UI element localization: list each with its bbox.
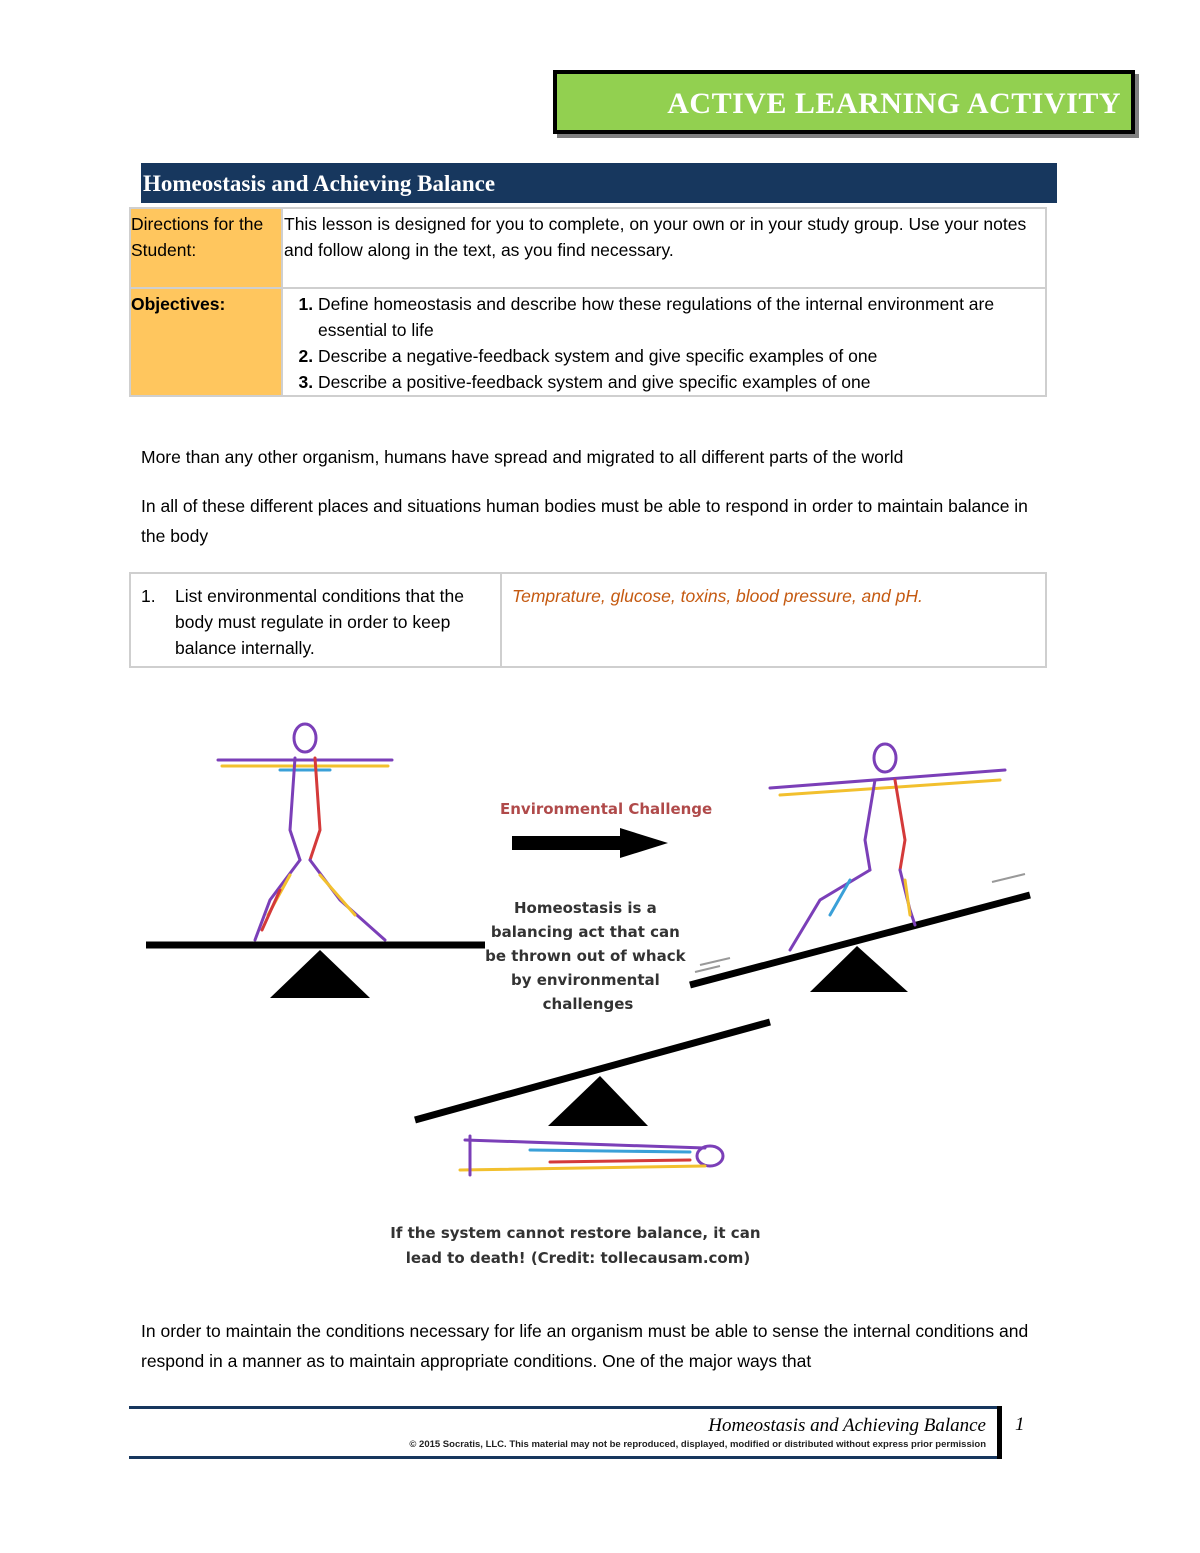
- stumbling-person-figure: [770, 744, 1005, 950]
- lesson-title: Homeostasis and Achieving Balance: [143, 171, 496, 196]
- center-caption: [485, 899, 691, 1013]
- bottom-caption-line: lead to death! (Credit: tollecausam.com): [405, 1249, 751, 1267]
- question-cell: [130, 573, 501, 667]
- objective-item: 3. Describe a positive-feedback system and give specific examples of one: [318, 369, 1045, 395]
- directions-row: [130, 208, 1046, 288]
- page-number: 1: [1015, 1414, 1025, 1435]
- objective-item: 2. Describe a negative-feedback system and give specific examples of one: [318, 343, 1045, 369]
- activity-badge: [553, 70, 1135, 134]
- intro-paragraph-1: More than any other organism, humans have spread and migrated to all different parts of the world: [141, 447, 904, 467]
- answer-cell[interactable]: Temprature, glucose, toxins, blood pressure, and pH.: [501, 573, 1046, 667]
- footer-copyright: © 2015 Socratis, LLC. This material may not be reproduced, displayed, modified or distributed without express prior permission: [409, 1439, 986, 1450]
- center-caption-line: Homeostasis is a: [513, 899, 657, 917]
- activity-badge-label: ACTIVE LEARNING ACTIVITY: [667, 87, 1121, 120]
- tilted-seesaw: [690, 874, 1030, 992]
- question-prompt: List environmental conditions that the body must regulate in order to keep balance internally.: [175, 586, 464, 658]
- standing-person-figure: [218, 724, 392, 940]
- objectives-row: [130, 288, 1046, 396]
- homeostasis-figure: [130, 700, 1070, 1300]
- question-row: [130, 573, 1046, 667]
- directions-table: [129, 207, 1047, 397]
- directions-label: Directions for the Student:: [130, 208, 282, 288]
- homeostasis-illustration: [130, 700, 1070, 1300]
- bottom-caption: [390, 1224, 766, 1267]
- intro-paragraph-2: In all of these different places and situations human bodies must be able to respond in order to maintain balance in the body: [141, 496, 1028, 546]
- objectives-list: [284, 291, 1045, 395]
- footer-divider-vertical: [997, 1406, 1002, 1459]
- lesson-title-bar: [141, 163, 1057, 203]
- question-table: [129, 572, 1047, 668]
- footer-divider-bottom: [129, 1456, 1001, 1459]
- bottom-caption-line: If the system cannot restore balance, it can: [390, 1224, 761, 1242]
- fallen-seesaw: [415, 1022, 770, 1126]
- question-number: 1.: [141, 586, 156, 606]
- center-caption-line: balancing act that can: [490, 923, 680, 941]
- environmental-challenge-label: Environmental Challenge: [500, 800, 713, 818]
- center-caption-line: by environmental: [510, 971, 660, 989]
- footer-divider-top: [129, 1406, 1001, 1409]
- objectives-label: Objectives:: [130, 288, 282, 396]
- objective-item: 1. Define homeostasis and describe how these regulations of the internal environment are essential to life: [318, 291, 1045, 343]
- center-caption-line: challenges: [542, 995, 634, 1013]
- center-caption-line: be thrown out of whack: [485, 947, 686, 965]
- directions-text: This lesson is designed for you to complete, on your own or in your study group. Use your notes and follow along in the text, as you find necessary.: [282, 208, 1046, 288]
- balanced-seesaw: [146, 945, 485, 998]
- arrow-icon: [512, 828, 668, 858]
- lying-person-figure: [460, 1136, 723, 1175]
- objectives-cell: [282, 288, 1046, 396]
- body-paragraph-3: In order to maintain the conditions necessary for life an organism must be able to sense the internal conditions and respond in a manner as to maintain appropriate conditions. One of the major ways that: [141, 1321, 1029, 1371]
- footer-title: Homeostasis and Achieving Balance: [708, 1415, 986, 1436]
